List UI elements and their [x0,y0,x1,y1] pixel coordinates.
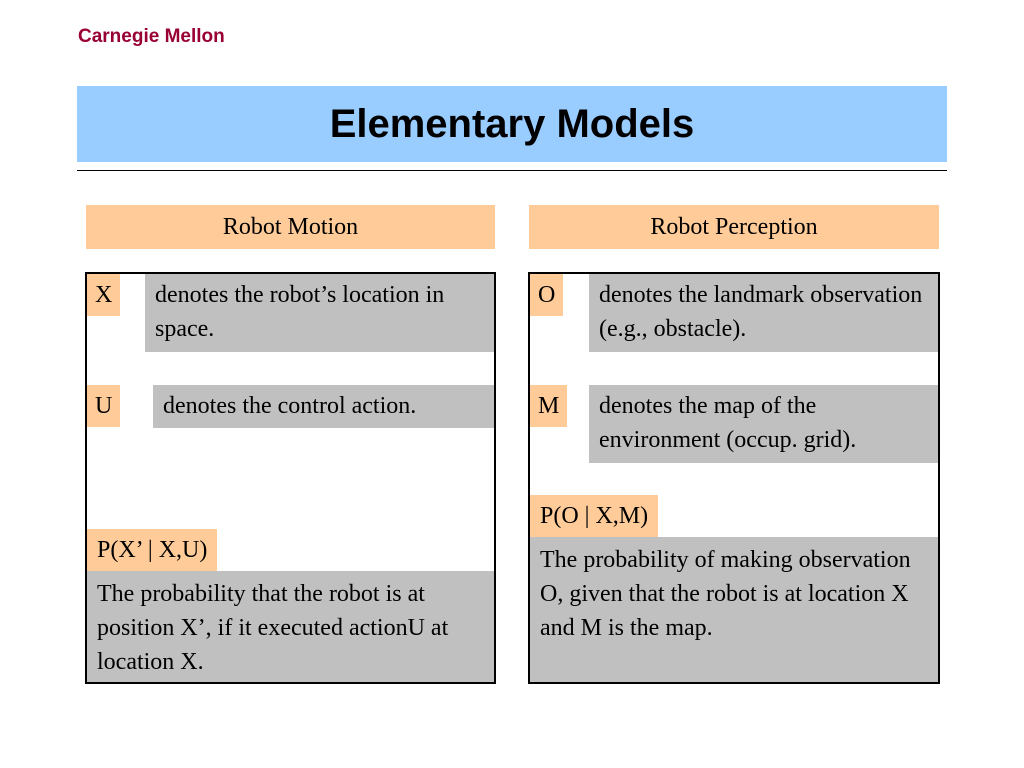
motion-model-description: The probability that the robot is at position X’, if it executed actionU at location X. [87,571,494,682]
perception-model-description: The probability of making observation O, given that the robot is at location X and M is the map. [530,537,938,682]
title-divider [77,170,947,171]
robot-perception-panel [528,272,940,684]
slide-title: Elementary Models [329,101,695,146]
brand-name: Carnegie Mellon [78,26,225,47]
perception-model-label: P(O | X,M) [530,495,658,537]
symbol-m-description: denotes the map of the environment (occup. grid). [589,385,938,463]
symbol-x-description: denotes the robot’s location in space. [145,274,494,352]
symbol-x: X [87,274,120,316]
robot-motion-panel [85,272,496,684]
motion-model-label: P(X’ | X,U) [87,529,217,571]
symbol-u: U [87,385,120,427]
title-banner [77,86,947,162]
symbol-o: O [530,274,563,316]
column-header-robot-perception: Robot Perception [529,205,939,249]
symbol-m: M [530,385,567,427]
column-header-robot-motion: Robot Motion [86,205,495,249]
symbol-u-description: denotes the control action. [153,385,494,428]
symbol-o-description: denotes the landmark observation (e.g., obstacle). [589,274,938,352]
